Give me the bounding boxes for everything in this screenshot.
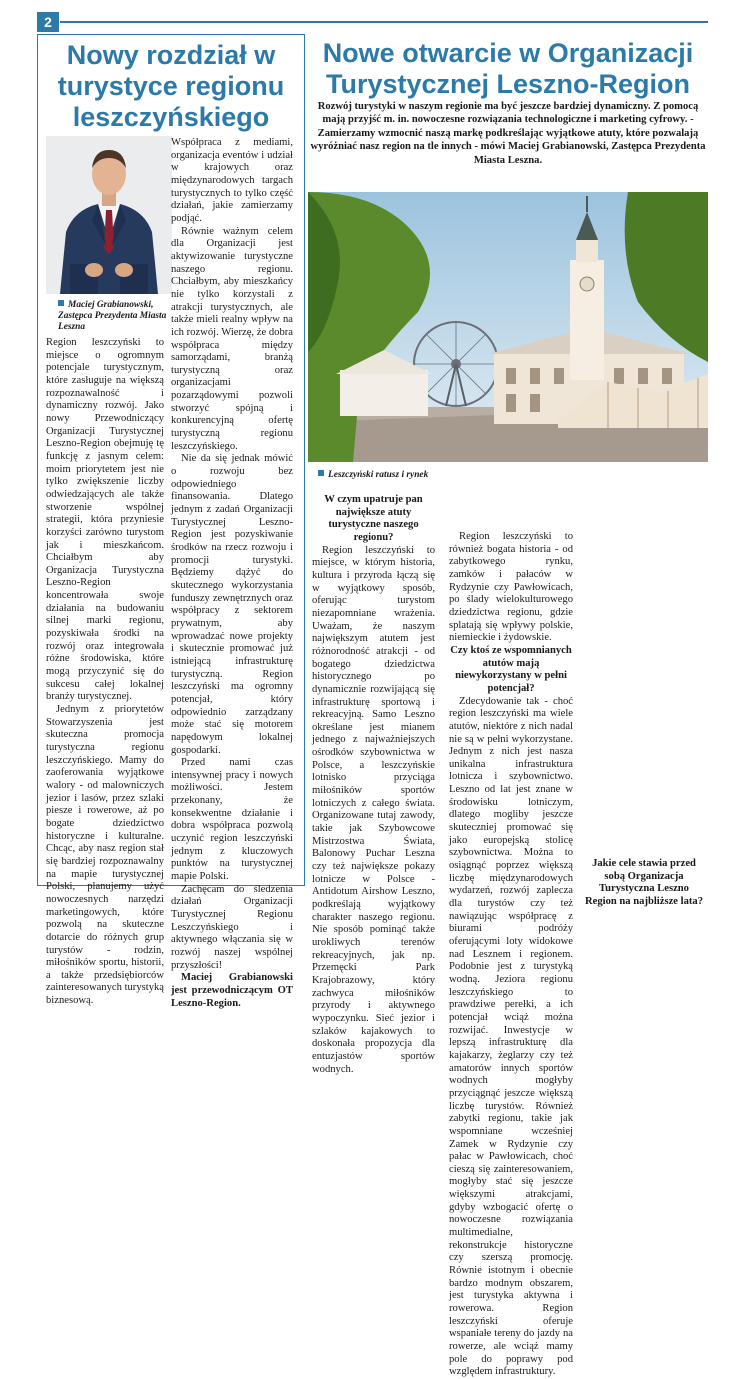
paragraph: Region leszczyński to miejsce, w którym historia, kultura i przyroda łączą się w wyjątkowy sposób, oferując turystom niezapomniane wrażenia. Uważam, że naszym największym atutem jest różnorodność atrakcji - od bogatego dziedzictwa historycznego po dynamicznie rozwijającą się infrastrukturę sportową i rekreacyjną. Samo Leszno określane jest mianem jednego z najważniejszych ośrodków szybownictwa w Polsce, a leszczyńskie lotnisko przyciąga miłośników sportów lotniczych z całego świata. Organizowane tutaj zawody, takie jak Szybowcowe Mistrzostwa Świata, Balonowy Puchar Leszna czy też największe pokazy lotnicze w Polsce - Antidotum Airshow Leszno, podkreślają wyjątkowy charakter naszego regionu. Nie sposób pominąć także urokliwych terenów rekreacyjnych, jak np. Przemęcki Park Krajobrazowy, który zachwyca miłośników przyrody i aktywnego wypoczynku. Sieć jezior i szlaków kajakowych to doskonała propozycja dla entuzjastów sportów wodnych. xyxy=(312,544,435,1075)
interview-question: Czy ktoś ze wspomnianych atutów mają niewykorzystany w pełni potencjał? xyxy=(450,644,572,694)
paragraph: Jednym z priorytetów Stowarzyszenia jest skuteczna promocja turystyczna regionu leszczyńskiego. Mamy do zaoferowania wyjątkowe walory - od malowniczych jezior i lasów, przez szlaki piesze i rowerowe, aż po bogate dziedzictwo historyczne i kulturalne. Chcąc, aby nasz region stał się bardziej rozpoznawalny na mapie turystycznej Polski, planujemy użyć nowoczesnych narzędzi marketingowych, które pozwolą na skuteczne dotarcie do różnych grup turystów - rodzin, miłośników sportu, historii, a także przedsiębiorców zainteresowanych turystyką biznesową. xyxy=(46,704,164,1007)
left-article-column-1 xyxy=(46,337,164,1008)
paragraph: Region leszczyński to również bogata historia - od zabytkowego rynku, zamków i pałaców w Rydzynie czy Pawłowicach, po ślady wielokulturowego dziedzictwa regionu, gdzie splatają się wpływy polskie, niemieckie i żydowskie. xyxy=(449,531,573,644)
paragraph: Współpraca z mediami, organizacja eventów i udział w krajowych oraz międzynarodowych targach turystycznych to tylko część działań, jakie zamierzamy podjąć. xyxy=(171,137,293,224)
portrait-photo xyxy=(46,136,172,294)
header-rule xyxy=(60,21,708,23)
paragraph: Zdecydowanie tak - choć region leszczyński ma wiele atutów, niektóre z nich nadal nie są w pełni wykorzystane. Jednym z nich jest nasza unikalna infrastruktura lotnicza i szybownictwo. Leszno od lat jest znane w środowisku lotniczym, dlatego mogliby jeszcze skuteczniej promować się jako europejską stolicę szybownictwa. Można to osiągnąć poprzez większą liczbę międzynarodowych wydarzeń, rozwój zaplecza dla turystów czy też nawiązując współpracę z biurami podróży oferującymi loty widokowe nad Lesznem i regionem. Podobnie jest z turystyką wodną. Jeziora regionu leszczyńskiego to prawdziwe perełki, a ich potencjał wciąż można rozwijać. Inwestycje w lepszą infrastrukturę dla kajakarzy, żeglarzy czy też amatorów innych sportów wodnych mogłyby przyciągnąć jeszcze większą liczbę turystów. Również zabytki regionu, takie jak wspomniane wcześniej Zamek w Rydzynie czy pałac w Pawłowicach, choć cieszą się zainteresowaniem, mogłyby stać się jeszcze większymi atrakcjami, gdyby wzbogacić ofertę o nowoczesne rozwiązania multimedialne, rekonstrukcje historyczne czy szerszą promocję. Równie istotnym i obecnie bardzo modnym obszarem, jest turystyka aktywna i rowerowa. Region leszczyński oferuje wspaniałe tereny do jazdy na rowerze, ale wciąż mamy pole do poprawy pod względem infrastruktury. xyxy=(449,695,573,1378)
right-article-title: Nowe otwarcie w Organizacji Turystycznej Leszno-Region xyxy=(322,38,694,99)
portrait-caption: Maciej Grabianowski, Zastępca Prezydenta Miasta Leszna xyxy=(58,300,167,332)
page-number: 2 xyxy=(37,12,59,32)
right-article-column-2 xyxy=(449,531,573,1379)
paragraph: Nie da się jednak mówić o rozwoju bez odpowiedniego finansowania. Dlatego jednym z zadań Organizacji Turystycznej Leszno-Region jest pozyskiwanie środków na rzecz rozwoju i promocji turystyki. Będziemy dążyć do skutecznego wykorzystania funduszy zewnętrznych oraz współpracy z sektorem prywatnym, aby wprowadzać nowe projekty i skutecznie promować już istniejącą infrastrukturę turystyczną. Region leszczyński ma ogromny potencjał, który odpowiednio zarządzany może stać się motorem napędowym lokalnej gospodarki. xyxy=(171,453,293,756)
paragraph: Równie ważnym celem dla Organizacji jest aktywizowanie turystyczne naszego regionu. Chciałbym, aby mieszkańcy nie tylko korzystali z atrakcji turystycznych, ale także mieli realny wpływ na ich rozwój. Wierzę, że dobra współpraca między samorządami, branżą turystyczną oraz organizacjami pozarządowymi pozwoli stworzyć spójną i konkurencyjną ofertę turystyczną regionu leszczyńskiego. xyxy=(171,225,293,452)
town-hall-square-illustration xyxy=(308,192,708,462)
left-article-title: Nowy rozdział w turystyce regionu leszczyńskiego xyxy=(57,40,285,132)
town-hall-photo xyxy=(308,192,708,462)
photo-caption: Leszczyński ratusz i rynek xyxy=(318,470,498,481)
paragraph: Zachęcam do śledzenia działań Organizacji Turystycznej Regionu Leszczyńskiego i aktywnego włączania się w rozwój naszej wspólnej przyszłości! xyxy=(171,883,293,971)
paragraph: Przed nami czas intensywnej pracy i nowych możliwości. Jestem przekonany, że konsekwentne działanie i dobra współpraca pozwolą uczynić region leszczyński jednym z kluczowych punktów na turystycznej mapie Polski. xyxy=(171,757,293,883)
interview-question: W czym upatruje pan największe atuty turystyczne naszego regionu? xyxy=(324,494,423,543)
man-in-suit-illustration xyxy=(46,136,172,294)
left-article-column-2 xyxy=(171,137,293,1010)
interview-question: Jakie cele stawia przed sobą Organizacja Turystyczna Leszno Region na najbliższe lata? xyxy=(584,858,703,907)
signature: Maciej Grabianowski jest przewodniczącym OT Leszno-Region. xyxy=(171,972,293,1009)
right-article-lead: Rozwój turystyki w naszym regionie ma być jeszcze bardziej dynamiczny. Z pomocą mają przyjść m. in. nowoczesne rozwiązania technologiczne i marketing cyfrowy. - Zamierzamy wzmocnić naszą markę podkreślając wyjątkowe atuty, które pozwalają wyróżniać nasz region na tle innych - mówi Maciej Grabianowski, Zastępca Prezydenta Miasta Leszna. xyxy=(310,101,706,166)
caption-square-icon xyxy=(318,470,324,476)
right-article-column-3 xyxy=(582,858,706,909)
right-article-column-1 xyxy=(312,494,435,1076)
caption-square-icon xyxy=(58,300,64,306)
paragraph: Region leszczyński to miejsce o ogromnym potencjale turystycznym, które zasługuje na większą rozpoznawalność i dynamiczny rozwój. Jako nowy Przewodniczący Organizacji Turystycznej Leszno-Region obejmuję tę funkcję z jasnym celem: moim priorytetem jest nie tylko zwiększenie liczby odwiedzających ale także stworzenie wspólnej strategii, która przyniesie korzyści zarówno turystom jak i mieszkańcom. Chciałbym aby Organizacja Turystyczna Leszno-Region koncentrowała swoje działania na budowaniu silnej marki regionu, pozyskiwała środki na rozwój oraz integrowała różne środowiska, które mogą przyczynić się do sukcesu całej lokalnej branży turystycznej. xyxy=(46,337,164,703)
